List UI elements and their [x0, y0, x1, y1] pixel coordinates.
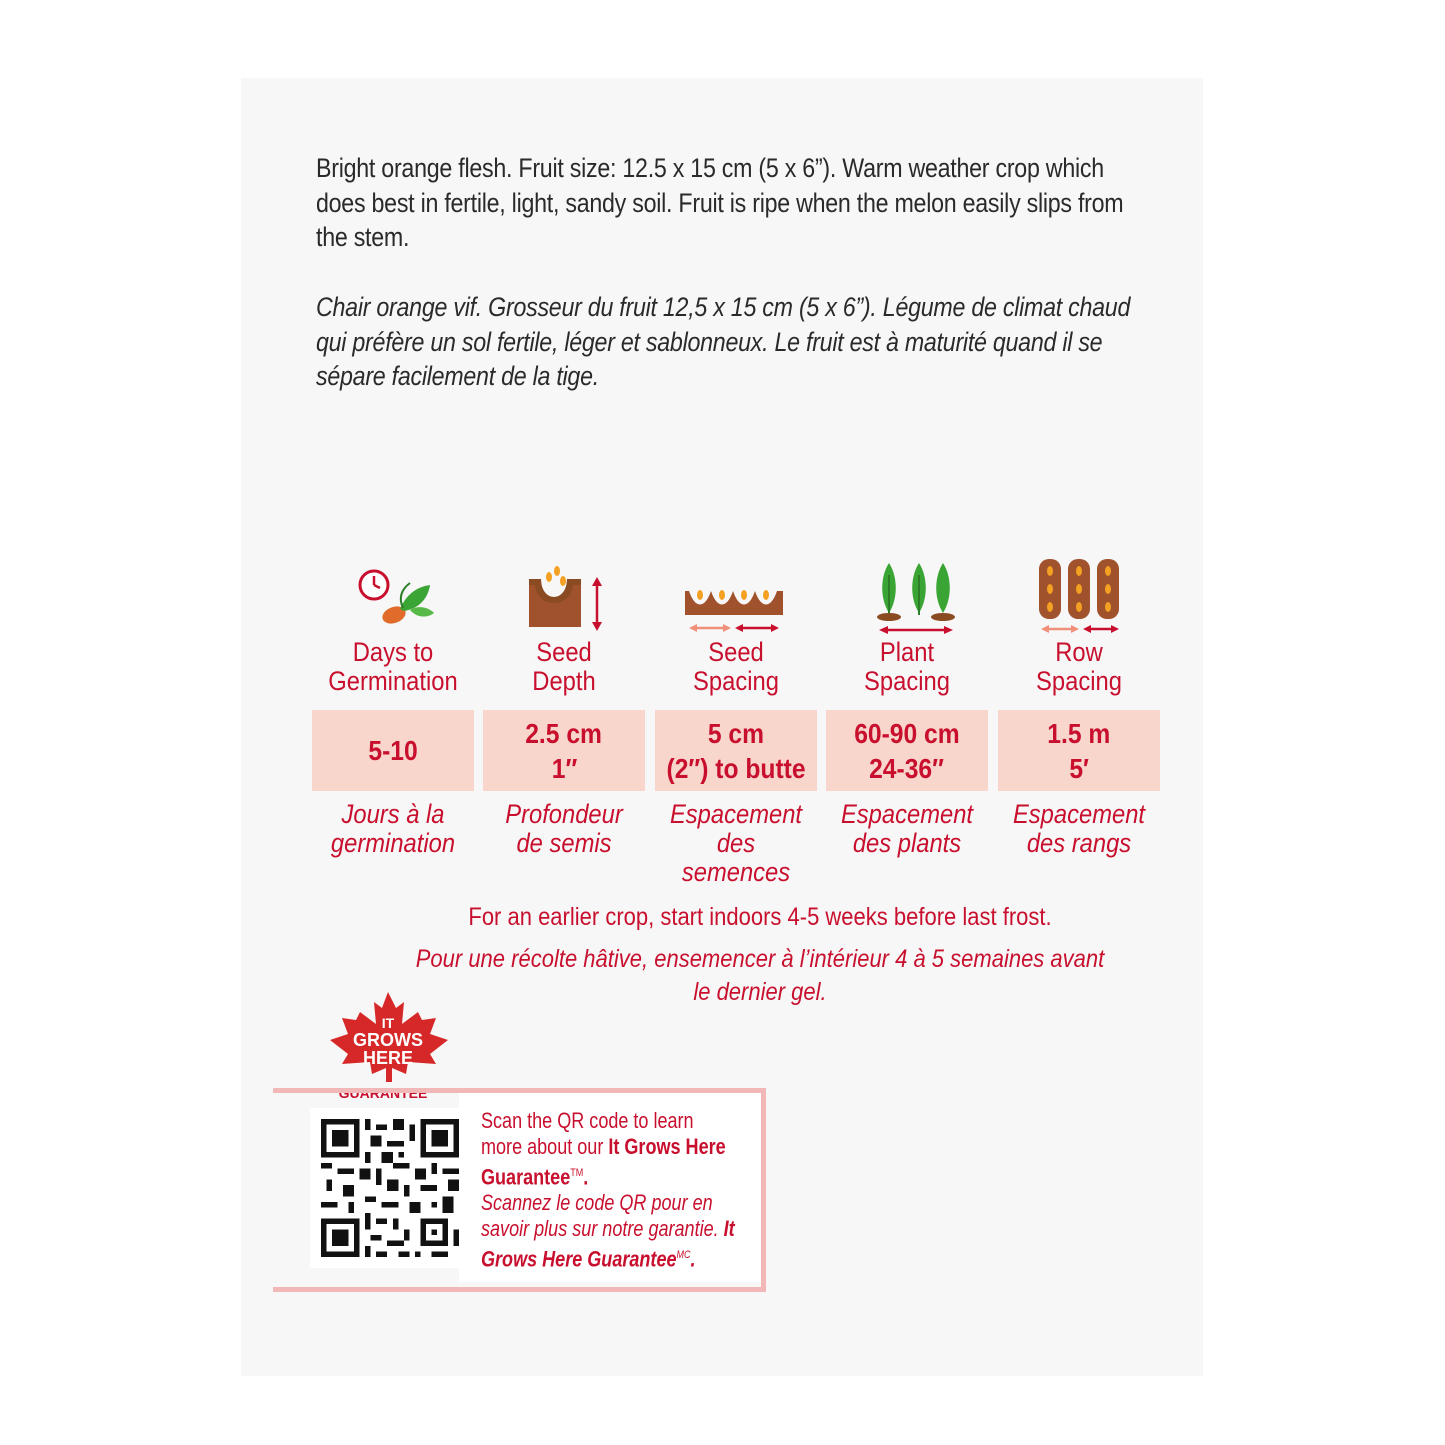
label-en-seed-spacing: Seed Spacing [693, 637, 779, 696]
qr-code[interactable] [310, 1108, 470, 1268]
label-en-row-spacing: Row Spacing [1036, 637, 1122, 696]
guarantee-text-english: Scan the QR code to learn more about our It Grows Here Guarantee™. [481, 1108, 726, 1190]
label-en-days-to-germination: Days to Germination [328, 637, 458, 696]
value-seed-spacing: 5 cm (2″) to butte [655, 710, 817, 791]
label-en-seed-depth: Seed Depth [532, 637, 596, 696]
label-fr-days-to-germination: Jours à la germination [330, 799, 456, 858]
plant-spacing-icon [826, 555, 988, 637]
value-days-to-germination: 5-10 [312, 710, 474, 791]
svg-text:GUARANTEE™: GUARANTEE™ [338, 1085, 442, 1101]
label-fr-seed-depth: Profondeur de semis [505, 799, 623, 858]
value-row-spacing: 1.5 m 5′ [998, 710, 1160, 791]
it-grows-here-badge [326, 990, 456, 1102]
value-plant-spacing: 60-90 cm 24-36″ [826, 710, 988, 791]
guarantee-text [481, 1108, 735, 1273]
label-fr-plant-spacing: Espacement des plants [840, 799, 974, 858]
seed-depth-icon [483, 555, 645, 637]
svg-text:GROWS: GROWS [353, 1030, 423, 1050]
label-fr-row-spacing: Espacement des rangs [1012, 799, 1146, 858]
seed-spacing-icon [655, 555, 817, 637]
row-spacing-icon [998, 555, 1160, 637]
description-english: Bright orange flesh. Fruit size: 12.5 x 15 cm (5 x 6”). Warm weather crop which does best in fertile, light, sandy soil. Fruit is ripe when the melon easily slips from the stem. [316, 153, 1124, 252]
value-seed-depth: 2.5 cm 1″ [483, 710, 645, 791]
maple-leaf-icon [326, 990, 456, 1102]
guarantee-text-french: Scannez le code QR pour en savoir plus sur notre garantie. It Grows Here Guarantee$^{MC}$. [481, 1190, 735, 1272]
description-french: Chair orange vif. Grosseur du fruit 12,5 x 15 cm (5 x 6”). Légume de climat chaud qui préfère un sol fertile, léger et sablonneux. Le fruit est à maturité quand il se sépare facilement de la tige. [316, 292, 1131, 391]
clock-sprout-icon [312, 555, 474, 637]
label-en-plant-spacing: Plant Spacing [864, 637, 950, 696]
indoor-start-note-french: Pour une récolte hâtive, ensemencer à l’intérieur 4 à 5 semaines avant le dernier gel. [415, 945, 1105, 1006]
svg-text:HERE: HERE [362, 1048, 414, 1068]
svg-text:IT: IT [381, 1015, 395, 1031]
label-fr-seed-spacing: Espacement des semences [669, 799, 803, 887]
indoor-start-note-english: For an earlier crop, start indoors 4-5 weeks before last frost. [468, 903, 1052, 931]
